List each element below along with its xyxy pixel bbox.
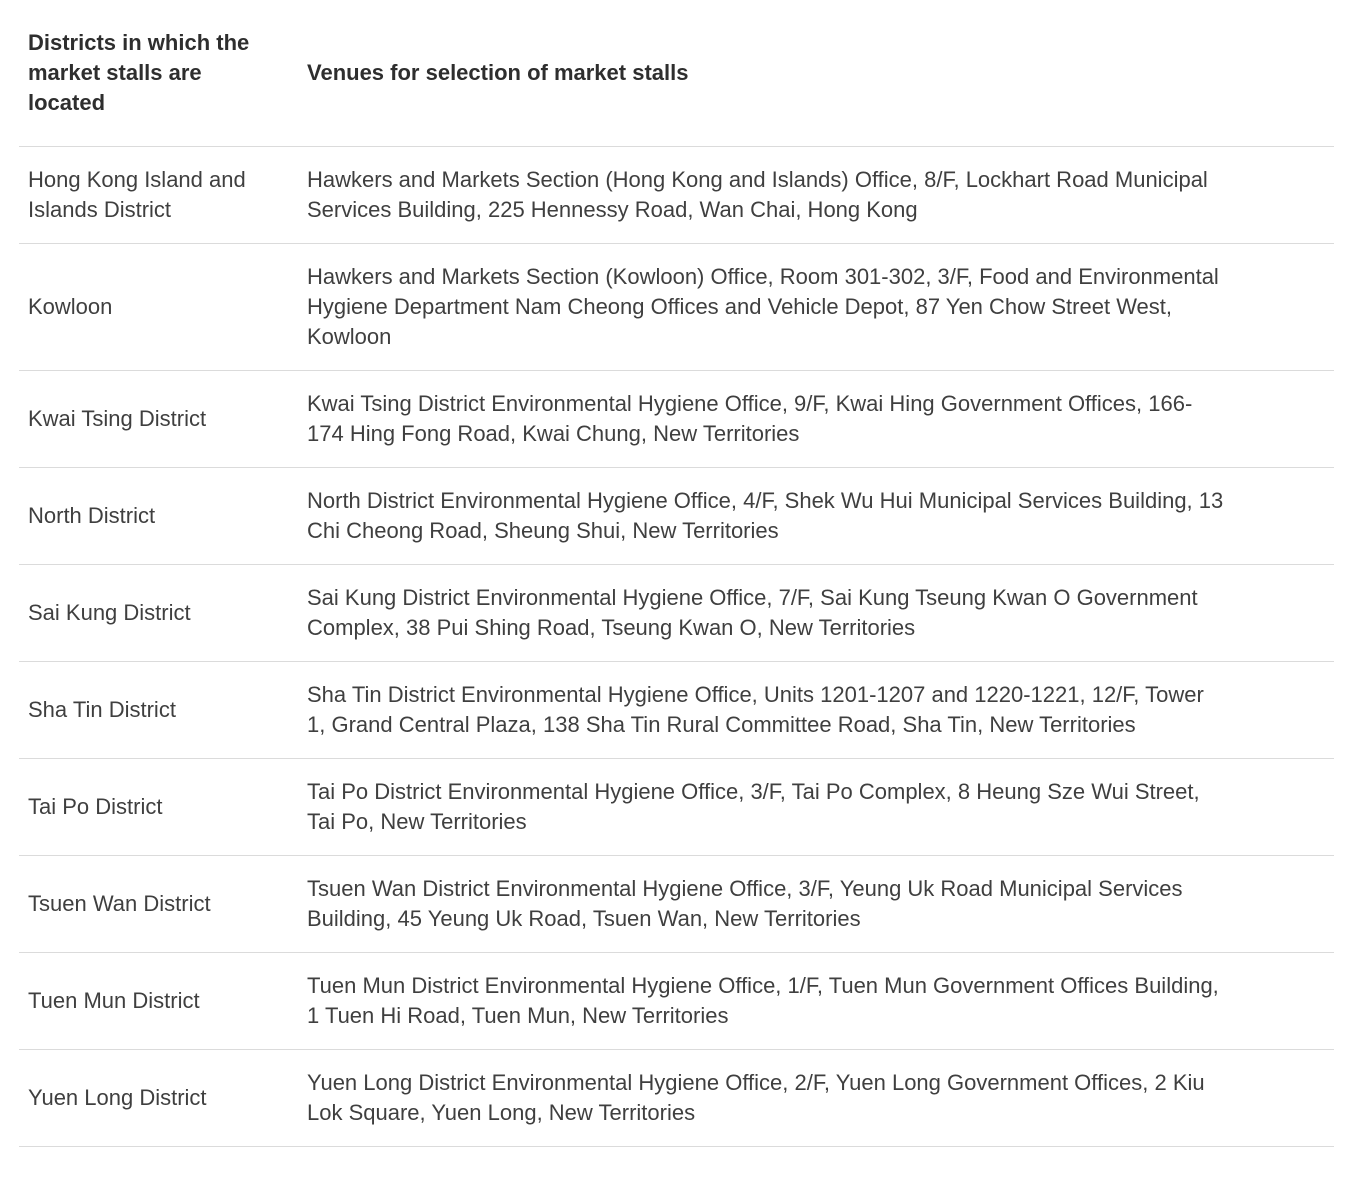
district-cell bbox=[19, 1083, 307, 1113]
market-stall-venues-table bbox=[19, 0, 1334, 1147]
district-cell bbox=[19, 986, 307, 1016]
table-row bbox=[19, 564, 1334, 661]
table-row bbox=[19, 1049, 1334, 1147]
district-cell bbox=[19, 695, 307, 725]
column-header-venues: Venues for selection of market stalls bbox=[307, 60, 689, 85]
table-row bbox=[19, 467, 1334, 564]
venue-address: Sai Kung District Environmental Hygiene Office, 7/F, Sai Kung Tseung Kwan O Government Complex, 38 Pui Shing Road, Tseung Kwan O, New Territories bbox=[307, 585, 1198, 640]
venue-address: Hawkers and Markets Section (Kowloon) Office, Room 301-302, 3/F, Food and Environmental Hygiene Department Nam Cheong Offices and Vehicle Depot, 87 Yen Chow Street West, Kowloon bbox=[307, 264, 1219, 349]
venue-address: Tsuen Wan District Environmental Hygiene Office, 3/F, Yeung Uk Road Municipal Services Building, 45 Yeung Uk Road, Tsuen Wan, New Territories bbox=[307, 876, 1183, 931]
district-name: Sai Kung District bbox=[28, 600, 191, 625]
venue-address: Tuen Mun District Environmental Hygiene Office, 1/F, Tuen Mun Government Offices Building, 1 Tuen Hi Road, Tuen Mun, New Territories bbox=[307, 973, 1219, 1028]
venue-address: Sha Tin District Environmental Hygiene Office, Units 1201-1207 and 1220-1221, 12/F, Tower 1, Grand Central Plaza, 138 Sha Tin Rural Committee Road, Sha Tin, New Territories bbox=[307, 682, 1204, 737]
table-row bbox=[19, 952, 1334, 1049]
table-row bbox=[19, 661, 1334, 758]
table-header-row bbox=[19, 0, 1334, 146]
district-name: Yuen Long District bbox=[28, 1085, 207, 1110]
district-name: Kwai Tsing District bbox=[28, 406, 207, 431]
district-name: Tai Po District bbox=[28, 794, 163, 819]
district-name: Sha Tin District bbox=[28, 697, 176, 722]
district-name: Tsuen Wan District bbox=[28, 891, 211, 916]
district-cell bbox=[19, 292, 307, 322]
district-cell bbox=[19, 598, 307, 628]
district-name: North District bbox=[28, 503, 156, 528]
table-row bbox=[19, 855, 1334, 952]
column-header-districts bbox=[19, 28, 307, 118]
district-name: Hong Kong Island and Islands District bbox=[28, 167, 246, 222]
district-cell bbox=[19, 792, 307, 822]
district-cell bbox=[19, 165, 307, 225]
venue-address: Tai Po District Environmental Hygiene Office, 3/F, Tai Po Complex, 8 Heung Sze Wui Street, Tai Po, New Territories bbox=[307, 779, 1200, 834]
venue-address: Kwai Tsing District Environmental Hygiene Office, 9/F, Kwai Hing Government Offices, 166-174 Hing Fong Road, Kwai Chung, New Territories bbox=[307, 391, 1193, 446]
column-header-districts-label: Districts in which the market stalls are located bbox=[28, 30, 250, 115]
table-row bbox=[19, 146, 1334, 243]
table-row bbox=[19, 758, 1334, 855]
district-cell bbox=[19, 404, 307, 434]
venue-address: Yuen Long District Environmental Hygiene Office, 2/F, Yuen Long Government Offices, 2 Kiu Lok Square, Yuen Long, New Territories bbox=[307, 1070, 1205, 1125]
table-row bbox=[19, 243, 1334, 370]
venue-address: Hawkers and Markets Section (Hong Kong and Islands) Office, 8/F, Lockhart Road Municipal Services Building, 225 Hennessy Road, Wan Chai, Hong Kong bbox=[307, 167, 1208, 222]
district-cell bbox=[19, 889, 307, 919]
district-name: Tuen Mun District bbox=[28, 988, 200, 1013]
district-cell bbox=[19, 501, 307, 531]
venue-address: North District Environmental Hygiene Office, 4/F, Shek Wu Hui Municipal Services Building, 13 Chi Cheong Road, Sheung Shui, New Territories bbox=[307, 488, 1224, 543]
district-name: Kowloon bbox=[28, 294, 113, 319]
table-row bbox=[19, 370, 1334, 467]
